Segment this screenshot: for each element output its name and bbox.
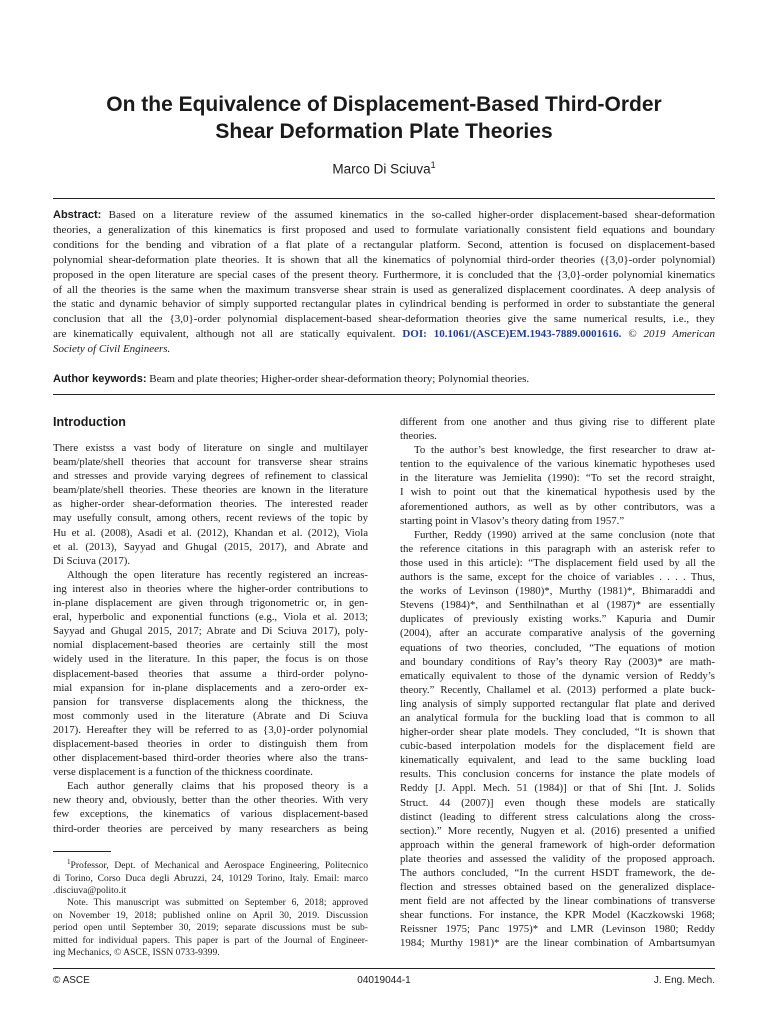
body-text-line: different from one another and thus giving rise to different plate [400, 416, 715, 428]
body-text-line: displacement-based theories in order to distinguish them from [53, 737, 368, 750]
body-text-line: shear functions. For instance, the KPR Model (Kaczkowski 1968; [400, 909, 715, 922]
footer-rule [53, 968, 715, 969]
body-text-line: Although the open literature has recently registered an increas- [67, 568, 368, 581]
title-line-1: On the Equivalence of Displacement-Based Third-Order [106, 93, 662, 116]
abstract-label: Abstract: [53, 209, 102, 221]
abstract-line: theories, a generalization of this kinematics is first proposed and used to formulate variationally consistent field equations and boundary [53, 223, 715, 236]
body-text-line: ment field are not affected by the linear combinations of transverse [400, 895, 715, 908]
copyright-text-continued: Society of Civil Engineers. [53, 343, 171, 356]
doi-link[interactable]: 10.1061/(ASCE)EM.1943-7889.0001616. [433, 328, 622, 341]
body-text-line: (2004), after an accurate comparative analysis of the governing [400, 627, 715, 640]
footnote-marker: 1 [67, 858, 71, 866]
copyright-text: © 2019 American [628, 328, 715, 341]
abstract-line: are kinematically equivalent, although not all are statically equivalent. DOI: 10.1061/(ASCE)EM.1943-7889.0001616. © 2019 American [53, 328, 715, 341]
body-text-line: pansion for transverse displacements along the thickness, the [53, 695, 368, 708]
footer-journal: J. Eng. Mech. [653, 975, 715, 986]
article-title [0, 91, 768, 145]
footnote-line: di Torino, Corso Duca degli Abruzzi, 24, 10129 Torino, Italy. Email: marco [53, 872, 368, 884]
author-line [0, 160, 768, 177]
body-text-line: beam/plate/shell theories. These theories are known in the literature [53, 484, 368, 497]
body-text-line: eral, hyperbolic and exponential functions (e.g., Viola et al. 2013; [53, 611, 368, 624]
body-text-line: There existss a vast body of literature on single and multilayer [53, 442, 368, 454]
body-text-line: an analytical formula for the buckling load that is common to all [400, 711, 715, 724]
body-text-line: authors is the same, except for the choice of variables . . . . Thus, [400, 571, 715, 584]
body-text-line: kinematically equivalent, and lead to the same buckling load [400, 754, 715, 767]
body-text-line: The authors concluded, “In the current HSDT framework, the de- [400, 867, 715, 879]
footnote-line: on November 19, 2018; published online on April 30, 2019. Discussion [53, 909, 368, 921]
body-text-line: mial expansion for in-plane displacements and a zero-order ex- [53, 681, 368, 694]
body-text-line: Each author generally claims that his proposed theory is a [67, 780, 368, 793]
author-name: Marco Di Sciuva [332, 161, 431, 177]
footnote-line: mitted for individual papers. This paper is part of the Journal of Engineer- [53, 934, 368, 946]
body-text-line: in the literature was Jemielita (1990): “To set the record straight, [400, 472, 715, 485]
body-text-line: in-plane displacement are given through trigonometric or, in gen- [53, 597, 368, 610]
body-text-line: ing interest also in theories where the higher-order contributions to [53, 582, 368, 595]
body-text-line: distinct (leading to different stress calculations along the cross- [400, 810, 715, 823]
footer-article-number: 04019044-1 [357, 975, 411, 986]
body-text-line: as higher-order shear-deformation theories. The interested reader [53, 498, 368, 511]
body-text-line: theories. [400, 430, 437, 443]
body-text-line: nomial displacement-based theories are certainly still the most [53, 639, 368, 652]
doi-label: DOI: [402, 328, 427, 341]
body-text-line: To the author’s best knowledge, the first researcher to draw at- [414, 444, 715, 457]
author-affiliation-marker: 1 [430, 160, 436, 170]
abstract-line: polynomial shear-deformation plate theories. It is shown that all the kinematics of polynomial third-order theories ({3,0}-order polynomial) [53, 253, 715, 266]
body-text-line: widely used in the literature. In this paper, the focus is on those [53, 653, 368, 666]
keywords-bottom-rule [53, 394, 715, 395]
body-text-line: tention to the equivalence of the various kinematic hypotheses used [400, 458, 715, 471]
body-text-line: most commonly used in the literature (Abrate and Di Sciuva [53, 709, 368, 722]
body-text-line: Di Sciuva (2017). [53, 554, 131, 567]
body-text-line: cubic-based interpolation models for the displacement field are [400, 740, 715, 753]
footnotes [53, 856, 368, 959]
abstract-block [53, 208, 715, 357]
body-text-line: those used in this article): “The displacement field used by all the [400, 556, 715, 569]
body-text-line: Reissner 1975; Panc 1975)* and LMR (Levinson 1980; Reddy [400, 923, 715, 936]
body-text-line: the reference citations in this paragraph with an asterisk refer to [400, 542, 715, 555]
body-text-line: theory.” Recently, Challamel et al. (2013) performed a plate buck- [400, 683, 715, 696]
footnote-line: $^1$Professor, Dept. of Mechanical and Aerospace Engineering, Politecnico [67, 858, 368, 872]
body-text-line: Hu et al. (2008), Asadi et al. (2012), Khandan et al. (2012), Viola [53, 526, 368, 539]
body-text-line: few exceptions, the kinematics of various displacement-based [53, 808, 368, 821]
body-text-line: starting point in Vlasov’s theory dating from 1957.” [400, 514, 625, 527]
body-text-line: may usefully consult, among others, recent reviews of the topic by [53, 512, 368, 525]
body-text-line: equations of two theories, concluded, “The equations of motion [400, 641, 715, 654]
abstract-line: conditions for the bending and vibration of a flat plate of a rectangular platform. Second, attention is focused on displacement-based [53, 238, 715, 251]
abstract-line: proposed in the open literature are special cases of the present theory. Furthermore, it is concluded that the {3,0}-order polynomial kinematics [53, 268, 715, 281]
body-text-line: ematically equivalent to those of the dynamic version of Reddy’s [400, 669, 715, 682]
keywords-label: Author keywords: [53, 373, 147, 385]
body-text-line: ling analysis of simply supported rectangular flat plate and derived [400, 697, 715, 710]
left-column-text [53, 441, 368, 836]
body-text-line: displacement-based theories that assume a third-order polyno- [53, 667, 368, 680]
body-text-line: 1984; Murthy 1981)* are the linear combination of Ambartsumyan [400, 937, 715, 950]
footnote-line: ing Mechanics, © ASCE, ISSN 0733-9399. [53, 947, 220, 959]
body-text-line: other displacement-based third-order theories where also the trans- [53, 752, 368, 765]
abstract-top-rule [53, 198, 715, 199]
body-text-line: 2017). Hereafter they will be referred to as {3,0}-order polynomial [53, 723, 368, 736]
body-text-line: Reddy [J. Appl. Mech. 51 (1984)] or that of Shi [Int. J. Solids [400, 782, 715, 795]
body-text-line: beam/plate/shell theories that account for transverse shear strains [53, 456, 368, 469]
keywords-text: Beam and plate theories; Higher-order shear-deformation theory; Polynomial theories. [149, 373, 530, 385]
body-text-line: I wish to point out that the kinematical hypothesis used by the [400, 486, 715, 499]
body-text-line: Struct. 44 (2007)] even though these models are statically [400, 796, 715, 809]
footnote-line: period open until September 30, 2019; separate discussions must be sub- [53, 922, 368, 934]
body-text-line: higher-order shear plate models. They concluded, “It is shown that [400, 726, 715, 739]
abstract-line: of all the theories is the same when the maximum transverse shear strain is used as generalized displacement coordinates. A deep analysis of [53, 283, 715, 296]
body-text-line: duplicates of previously existing works.” Kapuria and Dumir [400, 613, 715, 626]
title-line-2: Shear Deformation Plate Theories [215, 120, 553, 143]
body-text-line: plate theories and assessed the validity of the proposed approach. [400, 852, 715, 865]
body-text-line: section).” More recently, Nugyen et al. (2016) presented a unified [400, 824, 715, 837]
body-text-line: the works of Levinson (1980)*, Murthy (1981)*, Bhimaraddi and [400, 585, 715, 598]
footnote-rule [53, 851, 111, 852]
body-text-line: results. This conclusion concerns for instance the plate models of [400, 768, 715, 781]
abstract-line: conclusion that all the {3,0}-order polynomial displacement-based shear-deformation theories give the same numerical results, i.e., they [53, 313, 715, 326]
body-text-line: new theory and, obviously, better than the other theories. With very [53, 794, 368, 807]
abstract-line: Abstract: Based on a literature review of the assumed kinematics in the so-called higher-order displacement-based shear-deformation [53, 209, 715, 221]
body-text-line: verse displacement is a function of the thickness coordinate. [53, 766, 313, 779]
keywords-line [53, 373, 715, 385]
abstract-line: the static and dynamic behavior of simply supported rectangular plates in cylindrical bending is performed in order to substantiate the general [53, 298, 715, 311]
footer-publisher: © ASCE [53, 975, 90, 986]
footnote-line: .disciuva@polito.it [53, 885, 127, 896]
body-text-line: Further, Reddy (1990) arrived at the same conclusion (note that [414, 528, 715, 541]
section-heading-introduction: Introduction [53, 415, 126, 429]
body-text-line: Stevens (1984)*, and Senthilnathan et al (1987)* are essentially [400, 599, 715, 612]
body-text-line: approach within the general framework of high-order deformation [400, 838, 715, 851]
body-text-line: and stresses and provide varying degrees of refinement to classical [53, 470, 368, 483]
body-text-line: aforementioned authors, as well as by other contributors, was a [400, 500, 715, 513]
body-text-line: third-order theories are perceived by many researchers as being [53, 822, 368, 835]
right-column-text [400, 415, 715, 951]
body-text-line: and boundary conditions of Ray’s theory Ray (2003)* are math- [400, 655, 715, 668]
body-text-line: Sayyad and Ghugal 2015, 2017; Abrate and Di Sciuva 2017), poly- [53, 625, 368, 638]
body-text-line: et al. (2013), Sayyad and Ghugal (2015, 2017), and Abrate and [53, 540, 368, 553]
footnote-line: Note. This manuscript was submitted on September 6, 2018; approved [67, 897, 368, 909]
body-text-line: flection and stresses obtained based on the generalized displace- [400, 881, 715, 894]
